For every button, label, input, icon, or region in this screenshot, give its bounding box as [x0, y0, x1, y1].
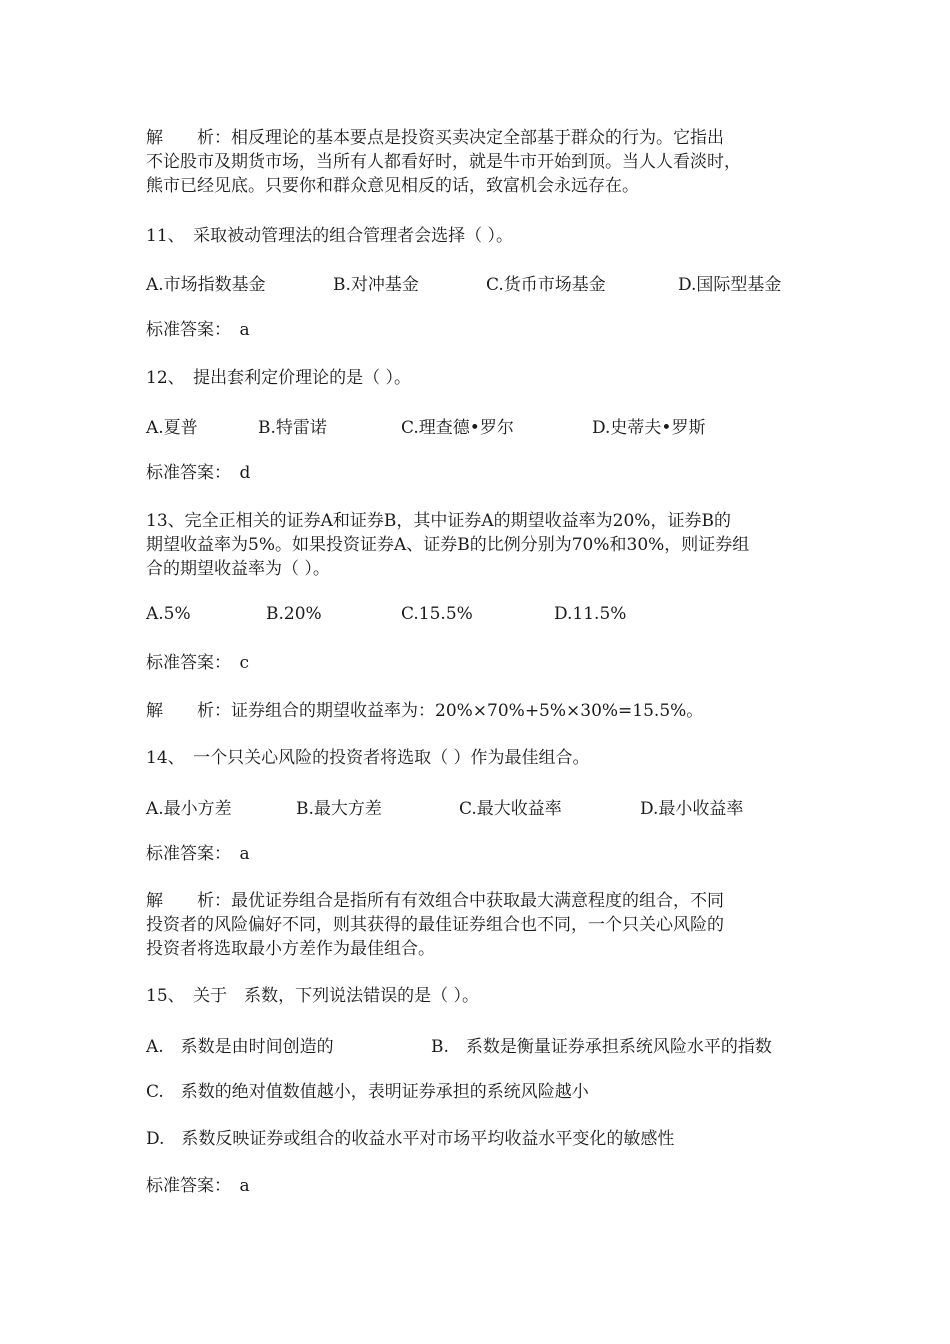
q15-option-d: D. 系数反映证券或组合的收益水平对市场平均收益水平变化的敏感性: [146, 1129, 675, 1149]
analysis-label: 解 析：: [146, 891, 231, 911]
q11-option-a: A.市场指数基金: [146, 275, 266, 295]
question-13: [146, 509, 816, 581]
q13-analysis: [146, 699, 816, 723]
q13-option-b: B.20%: [266, 604, 322, 624]
analysis-line: 投资者的风险偏好不同，则其获得的最佳证券组合也不同，一个只关心风险的: [146, 915, 724, 935]
analysis-line: [146, 126, 816, 150]
q11-answer: 标准答案： a: [146, 320, 250, 340]
q11-option-c: C.货币市场基金: [486, 275, 606, 295]
q13-option-a: A.5%: [146, 604, 191, 624]
q15-answer: 标准答案： a: [146, 1176, 250, 1196]
analysis-label: 解 析：: [146, 701, 231, 721]
analysis-text: 最优证券组合是指所有有效组合中获取最大满意程度的组合，不同: [231, 891, 724, 911]
q13-option-d: D.11.5%: [554, 604, 627, 624]
analysis-q10: [146, 126, 816, 198]
q11-option-b: B.对冲基金: [333, 275, 419, 295]
q15-option-c: C. 系数的绝对值数值越小，表明证券承担的系统风险越小: [146, 1082, 589, 1102]
q12-option-b: B.特雷诺: [258, 418, 327, 438]
q15-option-a: A. 系数是由时间创造的: [146, 1037, 334, 1057]
question-11: 11、 采取被动管理法的组合管理者会选择（ ）。: [146, 226, 514, 246]
question-14: 14、 一个只关心风险的投资者将选取（ ）作为最佳组合。: [146, 748, 590, 768]
question-line: 合的期望收益率为（ ）。: [146, 559, 330, 579]
analysis-line: 不论股市及期货市场，当所有人都看好时，就是牛市开始到顶。当人人看淡时，: [146, 152, 741, 172]
q12-option-d: D.史蒂夫•罗斯: [592, 418, 706, 438]
analysis-line: [146, 889, 816, 913]
q13-answer: 标准答案： c: [146, 653, 250, 673]
q12-option-c: C.理查德•罗尔: [401, 418, 514, 438]
question-line: 期望收益率为5%。如果投资证券A、证券B的比例分别为70%和30%，则证券组: [146, 535, 750, 555]
q14-option-c: C.最大收益率: [459, 799, 562, 819]
q14-analysis: [146, 889, 816, 961]
question-12: 12、 提出套利定价理论的是（ ）。: [146, 368, 412, 388]
question-line: 13、完全正相关的证券A和证券B，其中证券A的期望收益率为20%，证券B的: [146, 511, 731, 531]
q14-option-a: A.最小方差: [146, 799, 232, 819]
q12-option-a: A.夏普: [146, 418, 198, 438]
q12-answer: 标准答案： d: [146, 463, 251, 483]
q15-option-b: B. 系数是衡量证券承担系统风险水平的指数: [431, 1037, 772, 1057]
analysis-line: 投资者将选取最小方差作为最佳组合。: [146, 939, 435, 959]
question-15: 15、 关于 系数，下列说法错误的是（ ）。: [146, 986, 480, 1006]
analysis-text: 相反理论的基本要点是投资买卖决定全部基于群众的行为。它指出: [231, 128, 724, 148]
analysis-line: 熊市已经见底。只要你和群众意见相反的话，致富机会永远存在。: [146, 176, 639, 196]
analysis-label: 解 析：: [146, 128, 231, 148]
analysis-text: 证券组合的期望收益率为：20%×70%+5%×30%=15.5%。: [231, 701, 704, 721]
q13-option-c: C.15.5%: [401, 604, 473, 624]
q14-option-d: D.最小收益率: [640, 799, 744, 819]
q14-option-b: B.最大方差: [296, 799, 382, 819]
q11-option-d: D.国际型基金: [678, 275, 782, 295]
q14-answer: 标准答案： a: [146, 844, 250, 864]
